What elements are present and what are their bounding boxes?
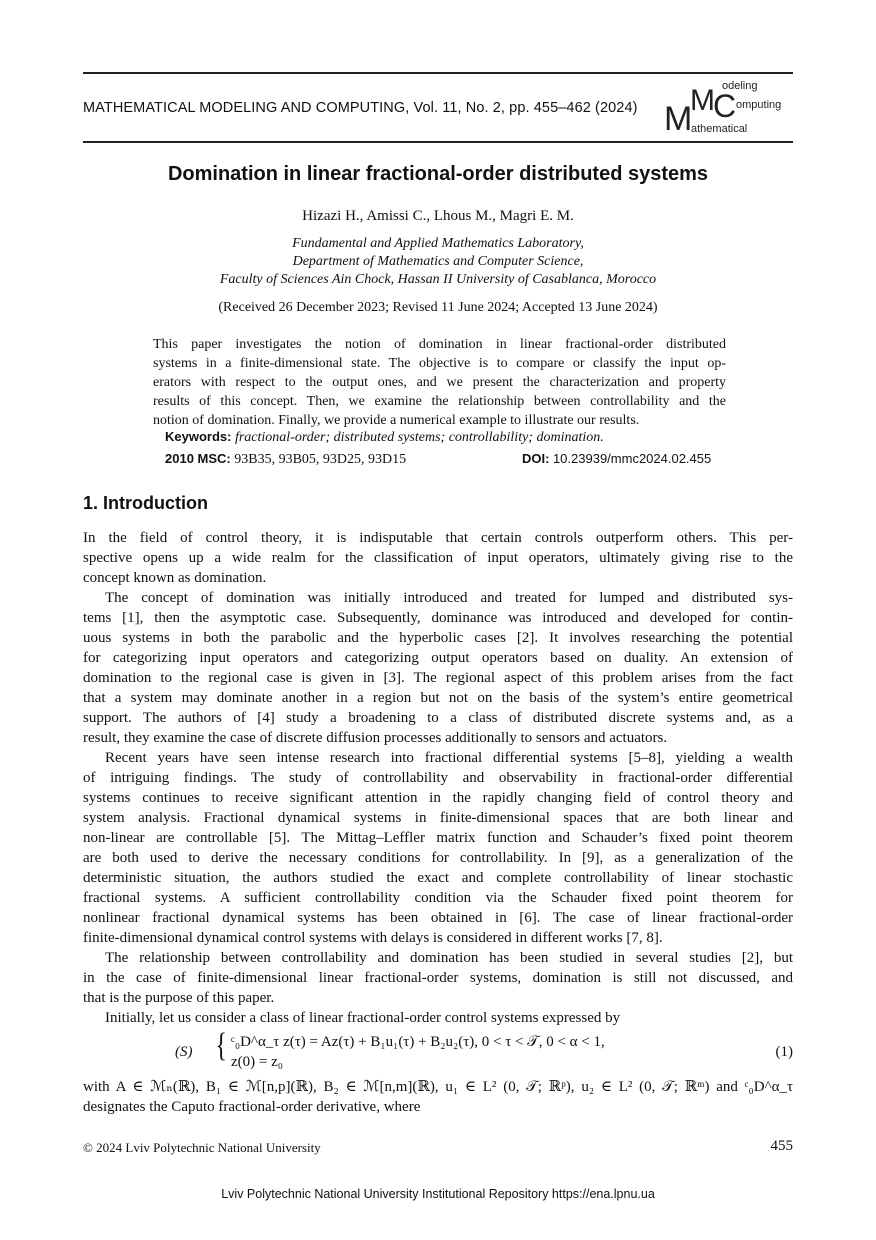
page-number: 455 (770, 1138, 793, 1154)
paragraph-line: Initially, let us consider a class of linear fractional-order control systems expressed by (105, 1010, 621, 1026)
abstract-line: This paper investigates the notion of domination in linear fractional-order distributed (153, 337, 726, 352)
paragraph-line: result, they examine the case of discrete diffusion processes additionally to sensors and actuators. (83, 730, 668, 746)
paragraph-line: support. The authors of [4] study a broadening to a class of distributed discrete systems and, as a (83, 710, 793, 726)
received-dates: (Received 26 December 2023; Revised 11 June 2024; Accepted 13 June 2024) (218, 300, 658, 315)
affiliation-line: Faculty of Sciences Ain Chock, Hassan II University of Casablanca, Morocco (219, 272, 657, 287)
repository-footer: Lviv Polytechnic National University Institutional Repository https://ena.lpnu.ua (221, 1187, 655, 1201)
paragraph-line: tems [1], then the asymptotic case. Subsequently, dominance was introduced and developed for contin- (83, 610, 793, 626)
keywords-label: Keywords: (165, 429, 232, 444)
logo-letter-c: C (713, 88, 737, 124)
header-bottom-rule (83, 141, 793, 143)
paragraph-line: that is the purpose of this paper. (83, 990, 275, 1006)
journal-header (83, 100, 638, 116)
doi-label: DOI: (522, 451, 550, 466)
section-heading: 1. Introduction (83, 493, 208, 513)
equation-label: (S) (175, 1044, 193, 1060)
paragraph-line: that a system may dominate another in a region but not on the basis of the system’s entire geometrical (83, 690, 793, 706)
affiliation-line: Department of Mathematics and Computer Science, (292, 254, 584, 269)
doi-link[interactable]: 10.23939/mmc2024.02.455 (552, 451, 712, 466)
msc-codes (165, 451, 406, 468)
paragraph-line: for categorizing input operators and categorizing output operators based on duality. An extension of (83, 650, 793, 666)
journal-logo (664, 80, 799, 136)
paragraph-line: with A ∈ ℳₙ(ℝ), B₁ ∈ ℳ[n,p](ℝ), B₂ ∈ ℳ[n,m](ℝ), u₁ ∈ L² (0, 𝒯; ℝᵖ), u₂ ∈ L² (0, 𝒯; ℝᵐ) and ᶜ₀D^α_τ (83, 1079, 793, 1095)
paragraph-line: designates the Caputo fractional-order derivative, where (83, 1099, 421, 1115)
paragraph-line: In the field of control theory, it is indisputable that certain controls outperform others. This per- (83, 530, 793, 546)
introduction-body (83, 528, 793, 1028)
logo-letter-m-upper: M (690, 84, 715, 117)
copyright: © 2024 Lviv Polytechnic National University (83, 1140, 321, 1155)
post-equation-text (83, 1077, 793, 1117)
paragraph-line: concept known as domination. (83, 570, 267, 586)
paragraph-line: deterministic situation, the authors studied the exact and complete controllability of linear stochastic (83, 870, 793, 886)
paragraph-line: Recent years have seen intense research into fractional differential systems [5–8], yielding a wealth (105, 750, 793, 766)
paragraph-line: in the case of finite-dimensional linear fractional-order systems, domination is still not discussed, and (83, 970, 793, 986)
paper-authors: Hizazi H., Amissi C., Lhous M., Magri E. M. (302, 208, 574, 224)
logo-modeling: odeling (722, 80, 758, 92)
abstract-line: erators with respect to the output ones, and we present the characterization and property (153, 375, 726, 390)
doi[interactable] (522, 451, 711, 468)
equation-line-1: ᶜ₀D^α_τ z(τ) = Az(τ) + B₁u₁(τ) + B₂u₂(τ), 0 < τ < 𝒯, 0 < α < 1, (231, 1034, 605, 1050)
equation-line-2: z(0) = z₀ (231, 1054, 283, 1070)
paragraph-line: of intriguing findings. The study of controllability and observability in fractional-order differential (83, 770, 793, 786)
msc-text: 93B35, 93B05, 93D25, 93D15 (234, 452, 407, 467)
paragraph-line: system analysis. Fractional dynamical systems in finite-dimensional spaces that are both linear and (83, 810, 793, 826)
abstract-line: results of this concept. Then, we examine the relationship between controllability and the (153, 394, 726, 409)
keywords-text: fractional-order; distributed systems; controllability; domination. (234, 430, 604, 445)
logo-computing: omputing (736, 99, 782, 111)
journal-name: MATHEMATICAL MODELING AND COMPUTING, (83, 100, 410, 116)
paragraph-line: fractional systems. A sufficient controllability condition via the Schauder fixed point theorem for (83, 890, 793, 906)
paragraph-line: are both used to derive the necessary conditions for controllability. In [9], as a generalization of the (83, 850, 793, 866)
paper-title: Domination in linear fractional-order distributed systems (167, 163, 709, 185)
paragraph-line: The concept of domination was initially introduced and treated for lumped and distributed sys- (105, 590, 793, 606)
msc-label: 2010 MSC: (165, 451, 231, 466)
affiliation-line: Fundamental and Applied Mathematics Laboratory, (292, 236, 584, 251)
abstract (153, 335, 726, 430)
paragraph-line: The relationship between controllability and domination has been studied in several studies [2], but (105, 950, 793, 966)
top-rule (83, 72, 793, 74)
paragraph-line: uous systems in both the parabolic and the hyperbolic cases [2]. It involves researching the potential (83, 630, 793, 646)
equation-number: (1) (775, 1044, 793, 1060)
paragraph-line: domination to the regional case is given in [3]. The regional aspect of this problem arises from the fact (83, 670, 793, 686)
paragraph-line: finite-dimensional dynamical control systems with delays is considered in different works [7, 8]. (83, 930, 663, 946)
volume-info: Vol. 11, No. 2, pp. 455–462 (2024) (413, 100, 638, 116)
paragraph-line: non-linear are controllable [5]. The Mittag–Leffler matrix function and Schauder’s fixed point theorem (83, 830, 793, 846)
paragraph-line: systems continues to receive significant attention in the rapidly changing field of control theory and (83, 790, 793, 806)
logo-letter-m-large: M (664, 100, 693, 138)
abstract-line: notion of domination. Finally, we provide a numerical example to illustrate our results. (153, 413, 640, 428)
paragraph-line: nonlinear fractional dynamical systems has been obtained in [6]. The case of linear fractional-order (83, 910, 793, 926)
logo-mathematical: athematical (691, 123, 748, 135)
equation-1 (83, 1027, 793, 1075)
paragraph-line: spective opens up a wide realm for the classification of input operators, ultimately giving rise to the (83, 550, 793, 566)
abstract-line: systems in a finite-dimensional state. The objective is to compare or classify the input op- (153, 356, 726, 371)
keywords (165, 429, 604, 446)
equation-brace: { (215, 1027, 227, 1064)
